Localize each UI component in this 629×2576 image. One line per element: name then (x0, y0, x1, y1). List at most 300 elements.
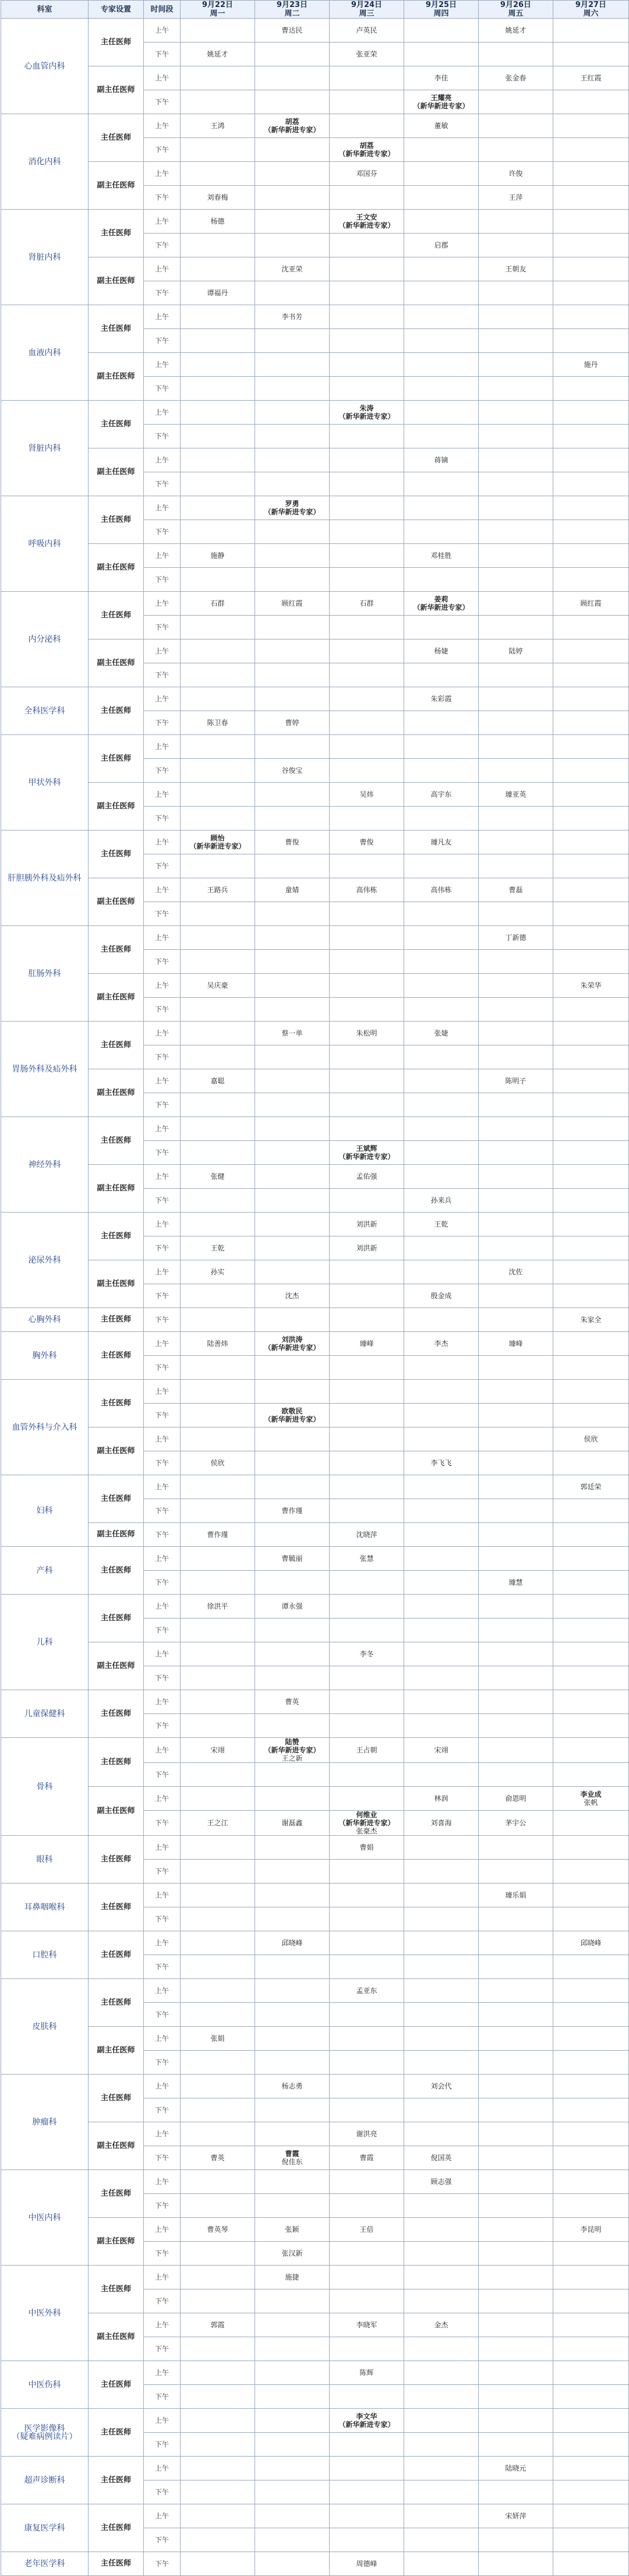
doctor-cell (479, 496, 553, 520)
doctor-cell (553, 854, 629, 878)
doctor-cell[interactable]: 王倍 (330, 2218, 404, 2242)
table-row (1, 2027, 629, 2051)
dept-name: 心血管内科 (1, 19, 89, 114)
header-level: 专家设置 (89, 1, 144, 19)
doctor-cell (404, 1404, 479, 1427)
level-label: 主任医师 (89, 2552, 144, 2576)
level-label: 主任医师 (89, 1690, 144, 1738)
doctor-cell (479, 687, 553, 711)
dept-name: 肾脏内科 (1, 401, 89, 496)
doctor-cell[interactable]: 曹俊 (255, 831, 330, 854)
doctor-cell[interactable]: 沈杰 (255, 1284, 330, 1308)
doctor-cell (404, 2242, 479, 2266)
doctor-cell[interactable]: 高伟栋 (404, 878, 479, 902)
table-row (1, 2457, 629, 2480)
doctor-cell[interactable]: 俞恩明 (479, 1787, 553, 1811)
doctor-cell (255, 2480, 330, 2504)
doctor-cell[interactable]: 许俊 (479, 162, 553, 186)
doctor-cell[interactable]: 谷俊宝 (255, 759, 330, 783)
slot-label: 下午 (144, 1499, 181, 1523)
doctor-cell[interactable]: 胡荔 （新华新进专家） (255, 114, 330, 138)
doctor-cell (553, 2027, 629, 2051)
doctor-cell[interactable]: 孙来兵 (404, 1189, 479, 1213)
level-label: 主任医师 (89, 1547, 144, 1595)
doctor-cell (181, 329, 255, 353)
doctor-cell[interactable]: 邓国芬 (330, 162, 404, 186)
doctor-cell[interactable]: 曹霞 倪佳东 (255, 2146, 330, 2170)
doctor-cell (181, 90, 255, 114)
table-row (1, 1836, 629, 1860)
doctor-cell (553, 448, 629, 472)
doctor-cell (479, 1763, 553, 1787)
doctor-cell (255, 472, 330, 496)
doctor-cell (479, 1714, 553, 1738)
doctor-cell[interactable]: 孙实 (181, 1260, 255, 1284)
doctor-cell[interactable]: 王鸿 (181, 114, 255, 138)
doctor-cell[interactable]: 宋翊 (404, 1738, 479, 1763)
doctor-cell (181, 663, 255, 687)
doctor-cell[interactable]: 张健 (181, 1165, 255, 1189)
doctor-cell (255, 1884, 330, 1907)
slot-label: 上午 (144, 401, 181, 425)
level-label: 主任医师 (89, 2457, 144, 2504)
doctor-cell[interactable]: 曹英 (255, 1690, 330, 1714)
slot-label: 上午 (144, 1931, 181, 1955)
doctor-cell (479, 2552, 553, 2576)
slot-label: 下午 (144, 1811, 181, 1836)
doctor-cell[interactable]: 姚延才 (181, 43, 255, 66)
doctor-cell (479, 1547, 553, 1571)
header-row (1, 1, 629, 19)
doctor-cell[interactable]: 陆婷 (479, 639, 553, 663)
doctor-cell (479, 2146, 553, 2170)
doctor-cell[interactable]: 陈辉 (330, 2361, 404, 2385)
doctor-cell (330, 1714, 404, 1738)
doctor-cell[interactable]: 谭福丹 (181, 281, 255, 305)
doctor-cell[interactable]: 王耀亮 （新华新进专家） (404, 90, 479, 114)
doctor-cell (479, 2122, 553, 2146)
doctor-cell (255, 1714, 330, 1738)
doctor-cell (404, 2457, 479, 2480)
doctor-cell (330, 1499, 404, 1523)
doctor-cell (404, 1165, 479, 1189)
doctor-cell[interactable]: 曹英琴 (181, 2218, 255, 2242)
doctor-cell (181, 1380, 255, 1404)
doctor-cell[interactable]: 李书芳 (255, 305, 330, 329)
doctor-cell (330, 1907, 404, 1931)
doctor-cell (255, 1213, 330, 1236)
doctor-cell[interactable]: 张颖 (255, 2218, 330, 2242)
doctor-cell[interactable]: 蒋镝 (404, 448, 479, 472)
doctor-cell[interactable]: 王文安 （新华新进专家） (330, 210, 404, 234)
level-label: 主任医师 (89, 401, 144, 448)
doctor-cell (330, 2457, 404, 2480)
doctor-cell (553, 1451, 629, 1475)
doctor-cell (479, 1093, 553, 1117)
doctor-cell[interactable]: 董敏 (404, 114, 479, 138)
doctor-cell[interactable]: 郭霞 (181, 2313, 255, 2337)
doctor-cell (181, 401, 255, 425)
doctor-cell (553, 2003, 629, 2027)
slot-label: 上午 (144, 926, 181, 950)
doctor-cell (255, 687, 330, 711)
doctor-cell (479, 2313, 553, 2337)
slot-label: 上午 (144, 592, 181, 616)
doctor-cell[interactable]: 李佳 (404, 66, 479, 90)
doctor-cell (404, 496, 479, 520)
doctor-cell (330, 1787, 404, 1811)
doctor-cell (255, 66, 330, 90)
doctor-cell[interactable]: 陈明子 (479, 1069, 553, 1093)
dept-name: 口腔科 (1, 1931, 89, 1979)
doctor-cell (330, 2194, 404, 2218)
doctor-cell[interactable]: 杨志勇 (255, 2075, 330, 2098)
doctor-cell[interactable]: 李冬 (330, 1642, 404, 1666)
table-row (1, 2170, 629, 2194)
slot-label: 上午 (144, 114, 181, 138)
doctor-cell[interactable]: 张金春 (479, 66, 553, 90)
doctor-cell[interactable]: 璩峰 (330, 1332, 404, 1356)
doctor-cell (479, 210, 553, 234)
doctor-cell (404, 1690, 479, 1714)
doctor-cell[interactable]: 刘洪涛 （新华新进专家） (255, 1332, 330, 1356)
doctor-cell (330, 448, 404, 472)
doctor-cell (479, 854, 553, 878)
doctor-cell[interactable]: 姜莉 （新华新进专家） (404, 592, 479, 616)
doctor-cell (255, 1236, 330, 1260)
doctor-cell[interactable]: 宋妍萍 (479, 2504, 553, 2528)
level-label: 主任医师 (89, 1380, 144, 1427)
doctor-cell (479, 1955, 553, 1979)
level-label: 主任医师 (89, 2266, 144, 2313)
slot-label: 上午 (144, 66, 181, 90)
doctor-cell (553, 2146, 629, 2170)
doctor-cell[interactable]: 王红霞 (553, 66, 629, 90)
slot-label: 下午 (144, 1356, 181, 1380)
doctor-cell[interactable]: 宋翊 (181, 1738, 255, 1763)
doctor-cell (330, 2003, 404, 2027)
slot-label: 下午 (144, 902, 181, 926)
doctor-cell (479, 2480, 553, 2504)
slot-label: 下午 (144, 1404, 181, 1427)
table-row (1, 1690, 629, 1714)
doctor-cell (404, 568, 479, 592)
slot-label: 上午 (144, 2075, 181, 2098)
level-label: 副主任医师 (89, 1260, 144, 1308)
doctor-cell[interactable]: 石群 (330, 592, 404, 616)
doctor-cell[interactable]: 徐洪平 (181, 1595, 255, 1619)
slot-label: 下午 (144, 2194, 181, 2218)
doctor-cell[interactable]: 李杰 (404, 1332, 479, 1356)
doctor-cell[interactable]: 璩亚英 (479, 783, 553, 807)
doctor-cell[interactable]: 高宇东 (404, 783, 479, 807)
doctor-cell[interactable]: 殷金成 (404, 1284, 479, 1308)
dept-name: 肛肠外科 (1, 926, 89, 1022)
doctor-cell[interactable]: 丁新德 (479, 926, 553, 950)
level-label: 主任医师 (89, 1022, 144, 1069)
doctor-cell (330, 2480, 404, 2504)
doctor-cell (404, 2504, 479, 2528)
doctor-cell (404, 1547, 479, 1571)
table-row (1, 735, 629, 759)
doctor-cell[interactable]: 刘洪新 (330, 1236, 404, 1260)
doctor-cell[interactable]: 侯欣 (181, 1451, 255, 1475)
doctor-cell[interactable]: 孟佑强 (330, 1165, 404, 1189)
doctor-cell (255, 1979, 330, 2003)
doctor-cell[interactable]: 顾怡 （新华新进专家） (181, 831, 255, 854)
doctor-cell (330, 329, 404, 353)
doctor-cell[interactable]: 茅宇公 (479, 1811, 553, 1836)
doctor-cell (255, 1165, 330, 1189)
doctor-cell (479, 43, 553, 66)
doctor-cell (181, 2122, 255, 2146)
doctor-cell[interactable]: 曹作瑾 (255, 1499, 330, 1523)
doctor-cell[interactable]: 曹霞 (330, 2146, 404, 2170)
doctor-cell (181, 2361, 255, 2385)
doctor-cell[interactable]: 谢磊鑫 (255, 1811, 330, 1836)
doctor-cell[interactable]: 刘洪新 (330, 1213, 404, 1236)
doctor-cell (404, 2337, 479, 2361)
level-label: 主任医师 (89, 1213, 144, 1260)
doctor-cell (404, 425, 479, 448)
doctor-cell[interactable]: 胡荔 （新华新进专家） (330, 138, 404, 162)
doctor-cell[interactable]: 杨德 (181, 210, 255, 234)
doctor-cell (255, 1475, 330, 1499)
doctor-cell (404, 2385, 479, 2409)
doctor-cell (404, 2194, 479, 2218)
header-day: 9月22日 周一 (181, 1, 255, 19)
doctor-cell[interactable]: 嘉聪 (181, 1069, 255, 1093)
doctor-cell (479, 2385, 553, 2409)
doctor-cell[interactable]: 王乾 (404, 1213, 479, 1236)
doctor-cell (255, 902, 330, 926)
slot-label: 下午 (144, 138, 181, 162)
doctor-cell[interactable]: 曹俊 (330, 831, 404, 854)
doctor-cell (404, 902, 479, 926)
doctor-cell[interactable]: 曹磊 (479, 878, 553, 902)
doctor-cell[interactable]: 张慧 (330, 1547, 404, 1571)
doctor-cell[interactable]: 何维业 （新华新进专家） 张豪杰 (330, 1811, 404, 1836)
doctor-cell[interactable]: 吴炜 (330, 783, 404, 807)
slot-label: 下午 (144, 1451, 181, 1475)
doctor-cell[interactable]: 欧敬民 （新华新进专家） (255, 1404, 330, 1427)
doctor-cell[interactable]: 侯欣 (553, 1427, 629, 1451)
doctor-cell (181, 783, 255, 807)
doctor-cell[interactable]: 沈亚荣 (255, 257, 330, 281)
doctor-cell (330, 1284, 404, 1308)
doctor-cell (255, 735, 330, 759)
doctor-cell[interactable]: 林润 (404, 1787, 479, 1811)
doctor-cell[interactable]: 刘喜海 (404, 1811, 479, 1836)
doctor-cell (553, 2457, 629, 2480)
doctor-cell (181, 950, 255, 974)
level-label: 副主任医师 (89, 1787, 144, 1836)
doctor-cell[interactable]: 邱晓峰 (255, 1931, 330, 1955)
doctor-cell (255, 2337, 330, 2361)
level-label: 副主任医师 (89, 2313, 144, 2361)
doctor-cell[interactable]: 朱荣华 (553, 974, 629, 998)
dept-name: 产科 (1, 1547, 89, 1595)
doctor-cell[interactable]: 施静 (181, 544, 255, 568)
doctor-cell[interactable]: 李晓军 (330, 2313, 404, 2337)
doctor-cell[interactable]: 张汉新 (255, 2242, 330, 2266)
doctor-cell[interactable]: 陆晓元 (479, 2457, 553, 2480)
doctor-cell (181, 2266, 255, 2289)
doctor-cell[interactable]: 张亚荣 (330, 43, 404, 66)
doctor-cell (181, 568, 255, 592)
slot-label: 上午 (144, 639, 181, 663)
doctor-cell[interactable]: 邓桂胜 (404, 544, 479, 568)
doctor-cell (404, 401, 479, 425)
slot-label: 上午 (144, 162, 181, 186)
doctor-cell[interactable]: 孟亚东 (330, 1979, 404, 2003)
doctor-cell[interactable]: 蔡一单 (255, 1022, 330, 1045)
doctor-cell[interactable]: 朱涛 （新华新进专家） (330, 401, 404, 425)
doctor-cell (181, 1499, 255, 1523)
doctor-cell (553, 2194, 629, 2218)
doctor-cell[interactable]: 顾志强 (404, 2170, 479, 2194)
doctor-cell[interactable]: 王占朝 (330, 1738, 404, 1763)
doctor-cell[interactable]: 顾红霞 (255, 592, 330, 616)
doctor-cell (479, 998, 553, 1022)
doctor-cell (181, 1045, 255, 1069)
doctor-cell (553, 114, 629, 138)
doctor-cell (479, 2337, 553, 2361)
doctor-cell[interactable]: 曹英 (181, 2146, 255, 2170)
doctor-cell[interactable]: 郭廷荣 (553, 1475, 629, 1499)
doctor-cell (181, 1141, 255, 1165)
doctor-cell[interactable]: 高伟栋 (330, 878, 404, 902)
doctor-cell[interactable]: 启郡 (404, 234, 479, 257)
doctor-cell[interactable]: 杨婕 (404, 639, 479, 663)
doctor-cell[interactable]: 张婕 (404, 1022, 479, 1045)
doctor-cell[interactable]: 李业成 张帆 (553, 1787, 629, 1811)
doctor-cell (404, 1499, 479, 1523)
doctor-cell (255, 2194, 330, 2218)
doctor-cell (330, 257, 404, 281)
doctor-cell[interactable]: 陈卫春 (181, 711, 255, 735)
doctor-cell (553, 783, 629, 807)
doctor-cell[interactable]: 王斌辉 （新华新进专家） (330, 1141, 404, 1165)
doctor-cell[interactable]: 朱彩霞 (404, 687, 479, 711)
doctor-cell (181, 2504, 255, 2528)
doctor-cell[interactable]: 曹毓丽 (255, 1547, 330, 1571)
doctor-cell (479, 807, 553, 831)
dept-name: 胃肠外科及疝外科 (1, 1022, 89, 1117)
doctor-cell (553, 1260, 629, 1284)
slot-label: 上午 (144, 2170, 181, 2194)
doctor-cell (404, 1427, 479, 1451)
doctor-cell[interactable]: 张娟 (181, 2027, 255, 2051)
doctor-cell[interactable]: 倪国英 (404, 2146, 479, 2170)
doctor-cell (181, 2075, 255, 2098)
slot-label: 下午 (144, 281, 181, 305)
doctor-cell (553, 186, 629, 210)
doctor-cell[interactable]: 王路兵 (181, 878, 255, 902)
doctor-cell (404, 210, 479, 234)
doctor-cell[interactable]: 吴庆豪 (181, 974, 255, 998)
doctor-cell[interactable]: 谭永强 (255, 1595, 330, 1619)
doctor-cell (553, 1619, 629, 1642)
doctor-cell (479, 711, 553, 735)
dept-name: 血管外科与介入科 (1, 1380, 89, 1475)
doctor-cell[interactable]: 卢英民 (330, 19, 404, 43)
doctor-cell[interactable]: 邱晓峰 (553, 1931, 629, 1955)
doctor-cell[interactable]: 曹娟 (330, 1836, 404, 1860)
table-row (1, 2218, 629, 2242)
doctor-cell[interactable]: 刘会代 (404, 2075, 479, 2098)
doctor-cell[interactable]: 王萍 (479, 186, 553, 210)
doctor-cell[interactable]: 璩慧 (479, 1571, 553, 1595)
doctor-cell (330, 807, 404, 831)
doctor-cell[interactable]: 周德峰 (330, 2552, 404, 2576)
doctor-cell (404, 1763, 479, 1787)
doctor-cell[interactable]: 施捷 (255, 2266, 330, 2289)
doctor-cell (479, 1236, 553, 1260)
doctor-cell[interactable]: 曹达民 (255, 19, 330, 43)
level-label: 副主任医师 (89, 2122, 144, 2170)
doctor-cell[interactable]: 朱松明 (330, 1022, 404, 1045)
doctor-cell (181, 257, 255, 281)
doctor-cell (330, 1356, 404, 1380)
doctor-cell[interactable]: 王之江 (181, 1811, 255, 1836)
slot-label: 上午 (144, 1690, 181, 1714)
doctor-cell[interactable]: 李文华 （新华新进专家） (330, 2409, 404, 2433)
doctor-cell[interactable]: 金杰 (404, 2313, 479, 2337)
doctor-cell (479, 1213, 553, 1236)
doctor-cell[interactable]: 施丹 (553, 353, 629, 377)
doctor-cell[interactable]: 曹作瑾 (181, 1523, 255, 1547)
doctor-cell[interactable]: 刘春梅 (181, 186, 255, 210)
doctor-cell[interactable]: 顾红霞 (553, 592, 629, 616)
doctor-cell[interactable]: 沈晓萍 (330, 1523, 404, 1547)
table-row (1, 1475, 629, 1499)
doctor-cell (404, 43, 479, 66)
slot-label: 下午 (144, 807, 181, 831)
doctor-cell[interactable]: 朱家全 (553, 1308, 629, 1332)
doctor-cell (479, 472, 553, 496)
doctor-cell[interactable]: 童婧 (255, 878, 330, 902)
doctor-cell[interactable]: 沈佐 (479, 1260, 553, 1284)
doctor-cell[interactable]: 王乾 (181, 1236, 255, 1260)
dept-name: 泌尿外科 (1, 1213, 89, 1308)
doctor-cell[interactable]: 石群 (181, 592, 255, 616)
doctor-cell[interactable]: 璩凡友 (404, 831, 479, 854)
doctor-cell[interactable]: 曹婷 (255, 711, 330, 735)
doctor-cell[interactable]: 璩峰 (479, 1332, 553, 1356)
doctor-cell[interactable]: 罗勇 （新华新进专家） (255, 496, 330, 520)
doctor-cell (330, 2504, 404, 2528)
doctor-cell (479, 568, 553, 592)
doctor-cell[interactable]: 李飞飞 (404, 1451, 479, 1475)
doctor-cell[interactable]: 姚延才 (479, 19, 553, 43)
level-label: 主任医师 (89, 1979, 144, 2027)
level-label: 主任医师 (89, 210, 144, 257)
doctor-cell[interactable]: 璩乐娟 (479, 1884, 553, 1907)
table-row (1, 1022, 629, 1045)
doctor-cell[interactable]: 李昆明 (553, 2218, 629, 2242)
doctor-cell (404, 1045, 479, 1069)
slot-label: 下午 (144, 663, 181, 687)
doctor-cell[interactable]: 陆赞 （新华新进专家） 王之新 (255, 1738, 330, 1763)
doctor-cell (553, 1236, 629, 1260)
doctor-cell[interactable]: 王朝友 (479, 257, 553, 281)
doctor-cell (330, 950, 404, 974)
doctor-cell[interactable]: 谢洪亮 (330, 2122, 404, 2146)
doctor-cell[interactable]: 陆善炜 (181, 1332, 255, 1356)
doctor-cell (330, 1069, 404, 1093)
table-row (1, 2552, 629, 2576)
